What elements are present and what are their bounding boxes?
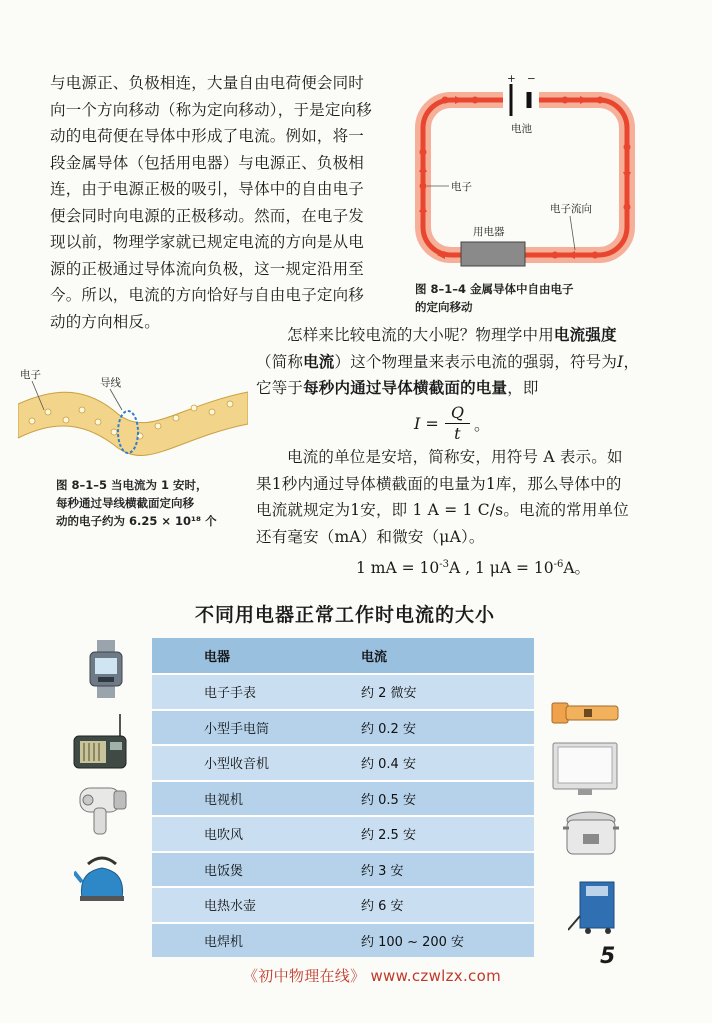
text-line: 今。所以，电流的方向恰好与自由电子定向移 [50,286,365,304]
electron-dot [191,405,197,411]
caption-line: 每秒通过导线横截面定向移 [56,496,194,510]
formula-numerator: Q [445,403,470,424]
term-charge-per-second: 每秒内通过导体横截面的电量 [303,379,508,397]
table-row: 电焊机 约 100 ~ 200 安 [152,923,534,958]
formula-denominator: t [454,423,461,443]
figure-8-1-5 [18,366,248,536]
flow-label: 电子流向 [550,203,592,215]
electron-dot [155,423,161,429]
paragraph-electron-flow [50,70,410,335]
electron-dot [562,97,569,104]
electron-dot [45,409,51,415]
figure-8-1-4-caption [415,280,640,316]
table-row: 电吹风 约 2.5 安 [152,816,534,852]
formula-lhs: I = [414,413,439,433]
text-line: （简称电流）这个物理量来表示电流的强弱，符号为I， [256,352,640,371]
electron-dot [227,401,233,407]
wire-diagram [18,366,248,464]
current-table [152,638,534,957]
table-row: 电热水壶 约 6 安 [152,887,534,923]
hair-dryer-icon [74,782,130,840]
electron-dot [420,183,427,190]
table-row: 电视机 约 0.5 安 [152,781,534,817]
caption-line: 的定向移动 [415,300,473,314]
term-current: 电流 [303,352,335,371]
electron-dot [173,415,179,421]
electron-dot [95,419,101,425]
table-row: 电饭煲 约 3 安 [152,852,534,888]
tv-icon [552,742,618,798]
appliance-current-table [152,638,534,957]
text-line: 果1秒内通过导体横截面的电量为1库，那么导体中的 [256,474,622,493]
text-line: 现以前，物理学家就已规定电流的方向是从电 [50,233,365,251]
page-number: 5 [600,944,616,969]
welder-icon [568,876,618,934]
figure-8-1-4 [415,72,640,322]
plus-sign: + [507,73,516,85]
electron-dot [624,204,631,211]
formula-tail: 。 [473,414,490,434]
caption-line: 动的电子约为 6.25 × 10¹⁸ 个 [56,514,217,528]
appliance-block [461,242,525,266]
flow-pointer [570,216,575,250]
header-current: 电流 [313,638,534,674]
text-line: 电流就规定为1安，即 1 A = 1 C/s。电流的常用单位 [256,501,629,519]
paragraph-unit [256,444,666,550]
text-line: 动的方向相反。 [50,312,160,331]
caption-line: 图 8–1–4 金属导体中自由电子 [415,282,574,296]
text-line: 连，由于电源正极的吸引，导体中的自由电子 [50,180,365,198]
text-line: 便会同时向电源的正极移动。然而，在电子发 [50,206,365,225]
footer-source: 《初中物理在线》 www.czwlzx.com [243,967,501,985]
wire-label: 导线 [100,377,121,389]
text-line: 它等于每秒内通过导体横截面的电量，即 [256,379,539,397]
text-line: 与电源正、负极相连，大量自由电荷便会同时 [50,74,365,92]
electron-dot [79,407,85,413]
kettle-icon [74,852,130,902]
text-line: 动的电荷便在导体中形成了电流。例如，将一 [50,127,365,145]
table-title: 不同用电器正常工作时电流的大小 [194,604,495,626]
radio-icon [72,712,130,772]
text-line: 还有毫安（mA）和微安（μA）。 [256,527,485,546]
electron-dot [111,429,117,435]
formula-current [414,400,490,446]
battery-label: 电池 [511,123,532,135]
text-line: 向一个方向移动（称为定向移动），于是定向移 [50,100,372,119]
electron-dot [597,97,604,104]
electron-dot [472,97,479,104]
text-line: 段金属导体（包括用电器）与电源正、负极相 [50,153,365,172]
header-appliance: 电器 [152,638,313,674]
text-line: 源的正极通过导体流向负极，这一规定沿用至 [50,259,365,278]
flow-arrows [419,96,631,259]
electron-dot [63,417,69,423]
electron-label: 电子 [451,181,472,193]
term-current-strength: 电流强度 [553,326,617,344]
electron-label: 电子 [20,369,41,381]
table-header-row [152,638,534,674]
text-line: 电流的单位是安培，简称安，用符号 A 表示。如 [287,448,623,466]
flashlight-icon [550,700,620,726]
table-row: 小型收音机 约 0.4 安 [152,745,534,781]
electron-dots [420,97,631,259]
electron-dot [552,252,559,259]
electron-dot [420,149,427,156]
appliance-label: 用电器 [473,226,505,238]
electron-dot [592,252,599,259]
paragraph-current-strength [256,322,666,402]
electron-dot [29,418,35,424]
minus-sign: − [527,73,536,85]
watch-icon [86,640,126,698]
battery-gap [503,90,539,110]
circuit-diagram [415,72,640,272]
figure-8-1-5-caption [18,476,248,530]
formula-units: 1 mA = $10^{-3}A$ , 1 $\mu A = 10^{-6}A$。 [356,558,591,577]
wire-pointer [110,389,122,410]
electron-dot [209,409,215,415]
table-row: 小型手电筒 约 0.2 安 [152,710,534,746]
electron-dot [442,97,449,104]
electron-dot [624,144,631,151]
rice-cooker-icon [563,810,619,860]
caption-line: 图 8–1–5 当电流为 1 安时， [56,478,208,492]
table-row: 电子手表 约 2 微安 [152,674,534,710]
wire-band [18,392,248,456]
fraction [445,403,470,444]
text-line: 怎样来比较电流的大小呢？物理学中用电流强度 [287,326,617,344]
